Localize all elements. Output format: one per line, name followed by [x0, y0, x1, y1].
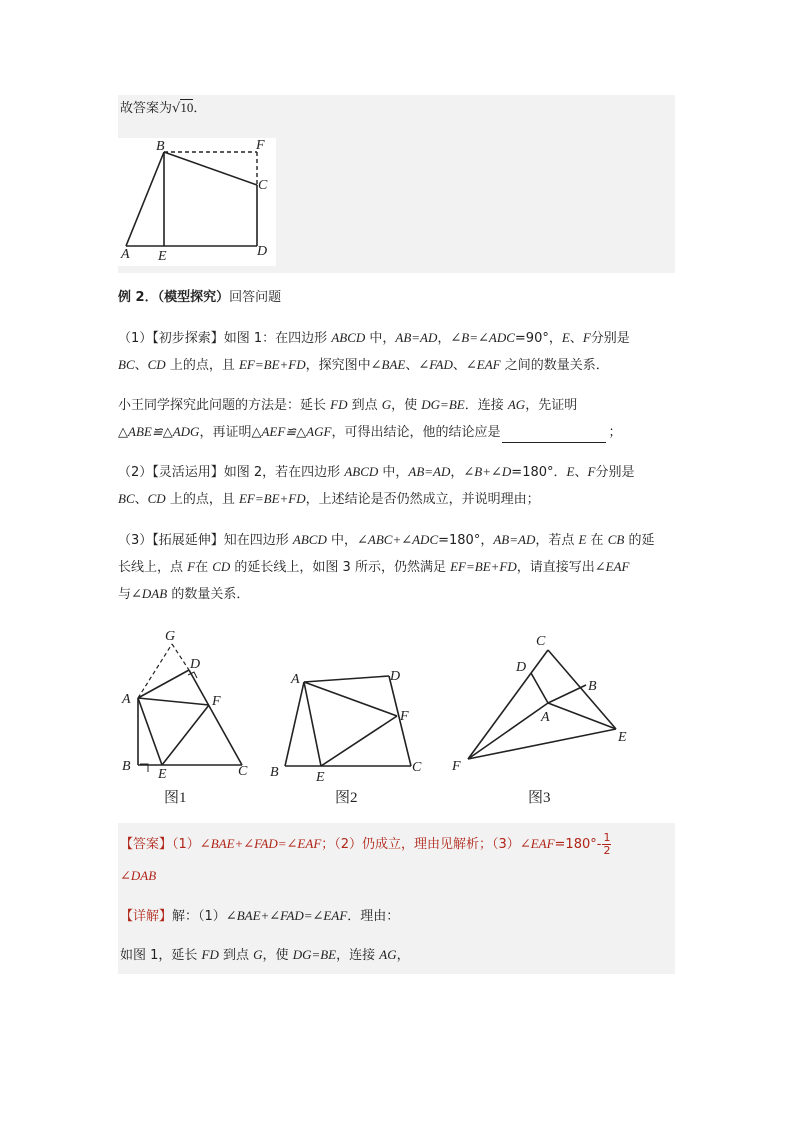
fig0-label-B: B: [156, 139, 165, 154]
fig3-label-B: B: [588, 679, 597, 694]
fig0-label-E: E: [158, 249, 167, 264]
part2-line1: （2）【灵活运用】如图 2，若在四边形 ABCD 中，AB=AD，∠B+∠D=180°．E、F分别是: [118, 464, 635, 480]
fig1-label-B: B: [122, 759, 131, 774]
fig2-label-A: A: [291, 672, 300, 687]
fig0-label-D: D: [257, 244, 268, 259]
fig2-label-D: D: [390, 669, 401, 684]
fig2-label-B: B: [270, 765, 279, 780]
method-line1: 小王同学探究此问题的方法是：延长 FD 到点 G，使 DG=BE．连接 AG，先证明: [118, 397, 578, 413]
part2-line2: BC、CD 上的点，且 EF=BE+FD，上述结论是否仍然成立，并说明理由；: [118, 491, 540, 507]
fig1-label-G: G: [165, 629, 176, 644]
answer-line2: ∠DAB: [120, 868, 157, 883]
sqrt-symbol: √: [172, 101, 181, 116]
fig1-label-F: F: [212, 694, 221, 709]
fig1-label-D: D: [190, 657, 201, 672]
detail-tag: 【详解】: [120, 909, 173, 924]
fig3-label-F: F: [452, 759, 461, 774]
fig0-label-C: C: [258, 178, 268, 193]
fig3-label-A: A: [541, 710, 550, 725]
part1-line2: BC、CD 上的点，且 EF=BE+FD，探究图中∠BAE、∠FAD、∠EAF 之间的数量关系．: [118, 357, 609, 373]
fig3-label-E: E: [618, 730, 627, 745]
detail-line2: 如图 1，延长 FD 到点 G，使 DG=BE，连接 AG，: [120, 947, 410, 963]
part3-line2: 长线上，点 F在 CD 的延长线上，如图 3 所示，仍然满足 EF=BE+FD，请直接写出∠EAF: [118, 559, 630, 575]
figure-3-diagram: [448, 628, 638, 778]
fig1-label-E: E: [158, 767, 167, 782]
method-line2: △ABE≌△ADG，再证明△AEF≌△AGF，可得出结论，他的结论应是 ；: [118, 422, 621, 443]
detail-line1: 【详解】解：（1）∠BAE+∠FAD=∠EAF．理由：: [120, 908, 400, 924]
part1-line1: （1）【初步探索】如图 1：在四边形 ABCD 中，AB=AD，∠B=∠ADC=90°，E、F分别是: [118, 330, 630, 346]
fig2-label-C: C: [412, 760, 422, 775]
example-title: 例 2．（模型探究）回答问题: [118, 290, 282, 305]
fig3-label-D: D: [516, 660, 527, 675]
part3-line3: 与∠DAB 的数量关系．: [118, 586, 250, 602]
figure-2-diagram: [265, 660, 435, 784]
figure-1-caption: 图1: [164, 790, 187, 806]
fig2-label-F: F: [400, 709, 409, 724]
fig0-label-F: F: [256, 138, 265, 153]
answer-fraction: $\frac{1}{2}$: [603, 831, 611, 857]
answer-line1: 【答案】（1）∠BAE+∠FAD=∠EAF；（2）仍成立，理由见解析；（3）∠EAF=180°- $\frac{1}{2}$: [120, 831, 611, 857]
fig0-label-A: A: [121, 247, 130, 262]
fig2-label-E: E: [316, 770, 325, 784]
answer-tag: 【答案】: [120, 837, 173, 852]
answer-blank[interactable]: [502, 428, 606, 443]
fig3-label-C: C: [536, 634, 546, 649]
fig1-label-C: C: [238, 764, 248, 779]
figure-3-caption: 图3: [528, 790, 551, 806]
fig1-label-A: A: [122, 692, 131, 707]
figure-0-diagram: [118, 138, 276, 266]
sqrt-value: 10: [180, 100, 194, 115]
intro-answer-line: 故答案为√10．: [120, 100, 207, 116]
part3-line1: （3）【拓展延伸】知在四边形 ABCD 中，∠ABC+∠ADC=180°，AB=AD，若点 E 在 CB 的延: [118, 532, 655, 548]
figure-1-diagram: [112, 622, 262, 782]
figure-2-caption: 图2: [335, 790, 358, 806]
